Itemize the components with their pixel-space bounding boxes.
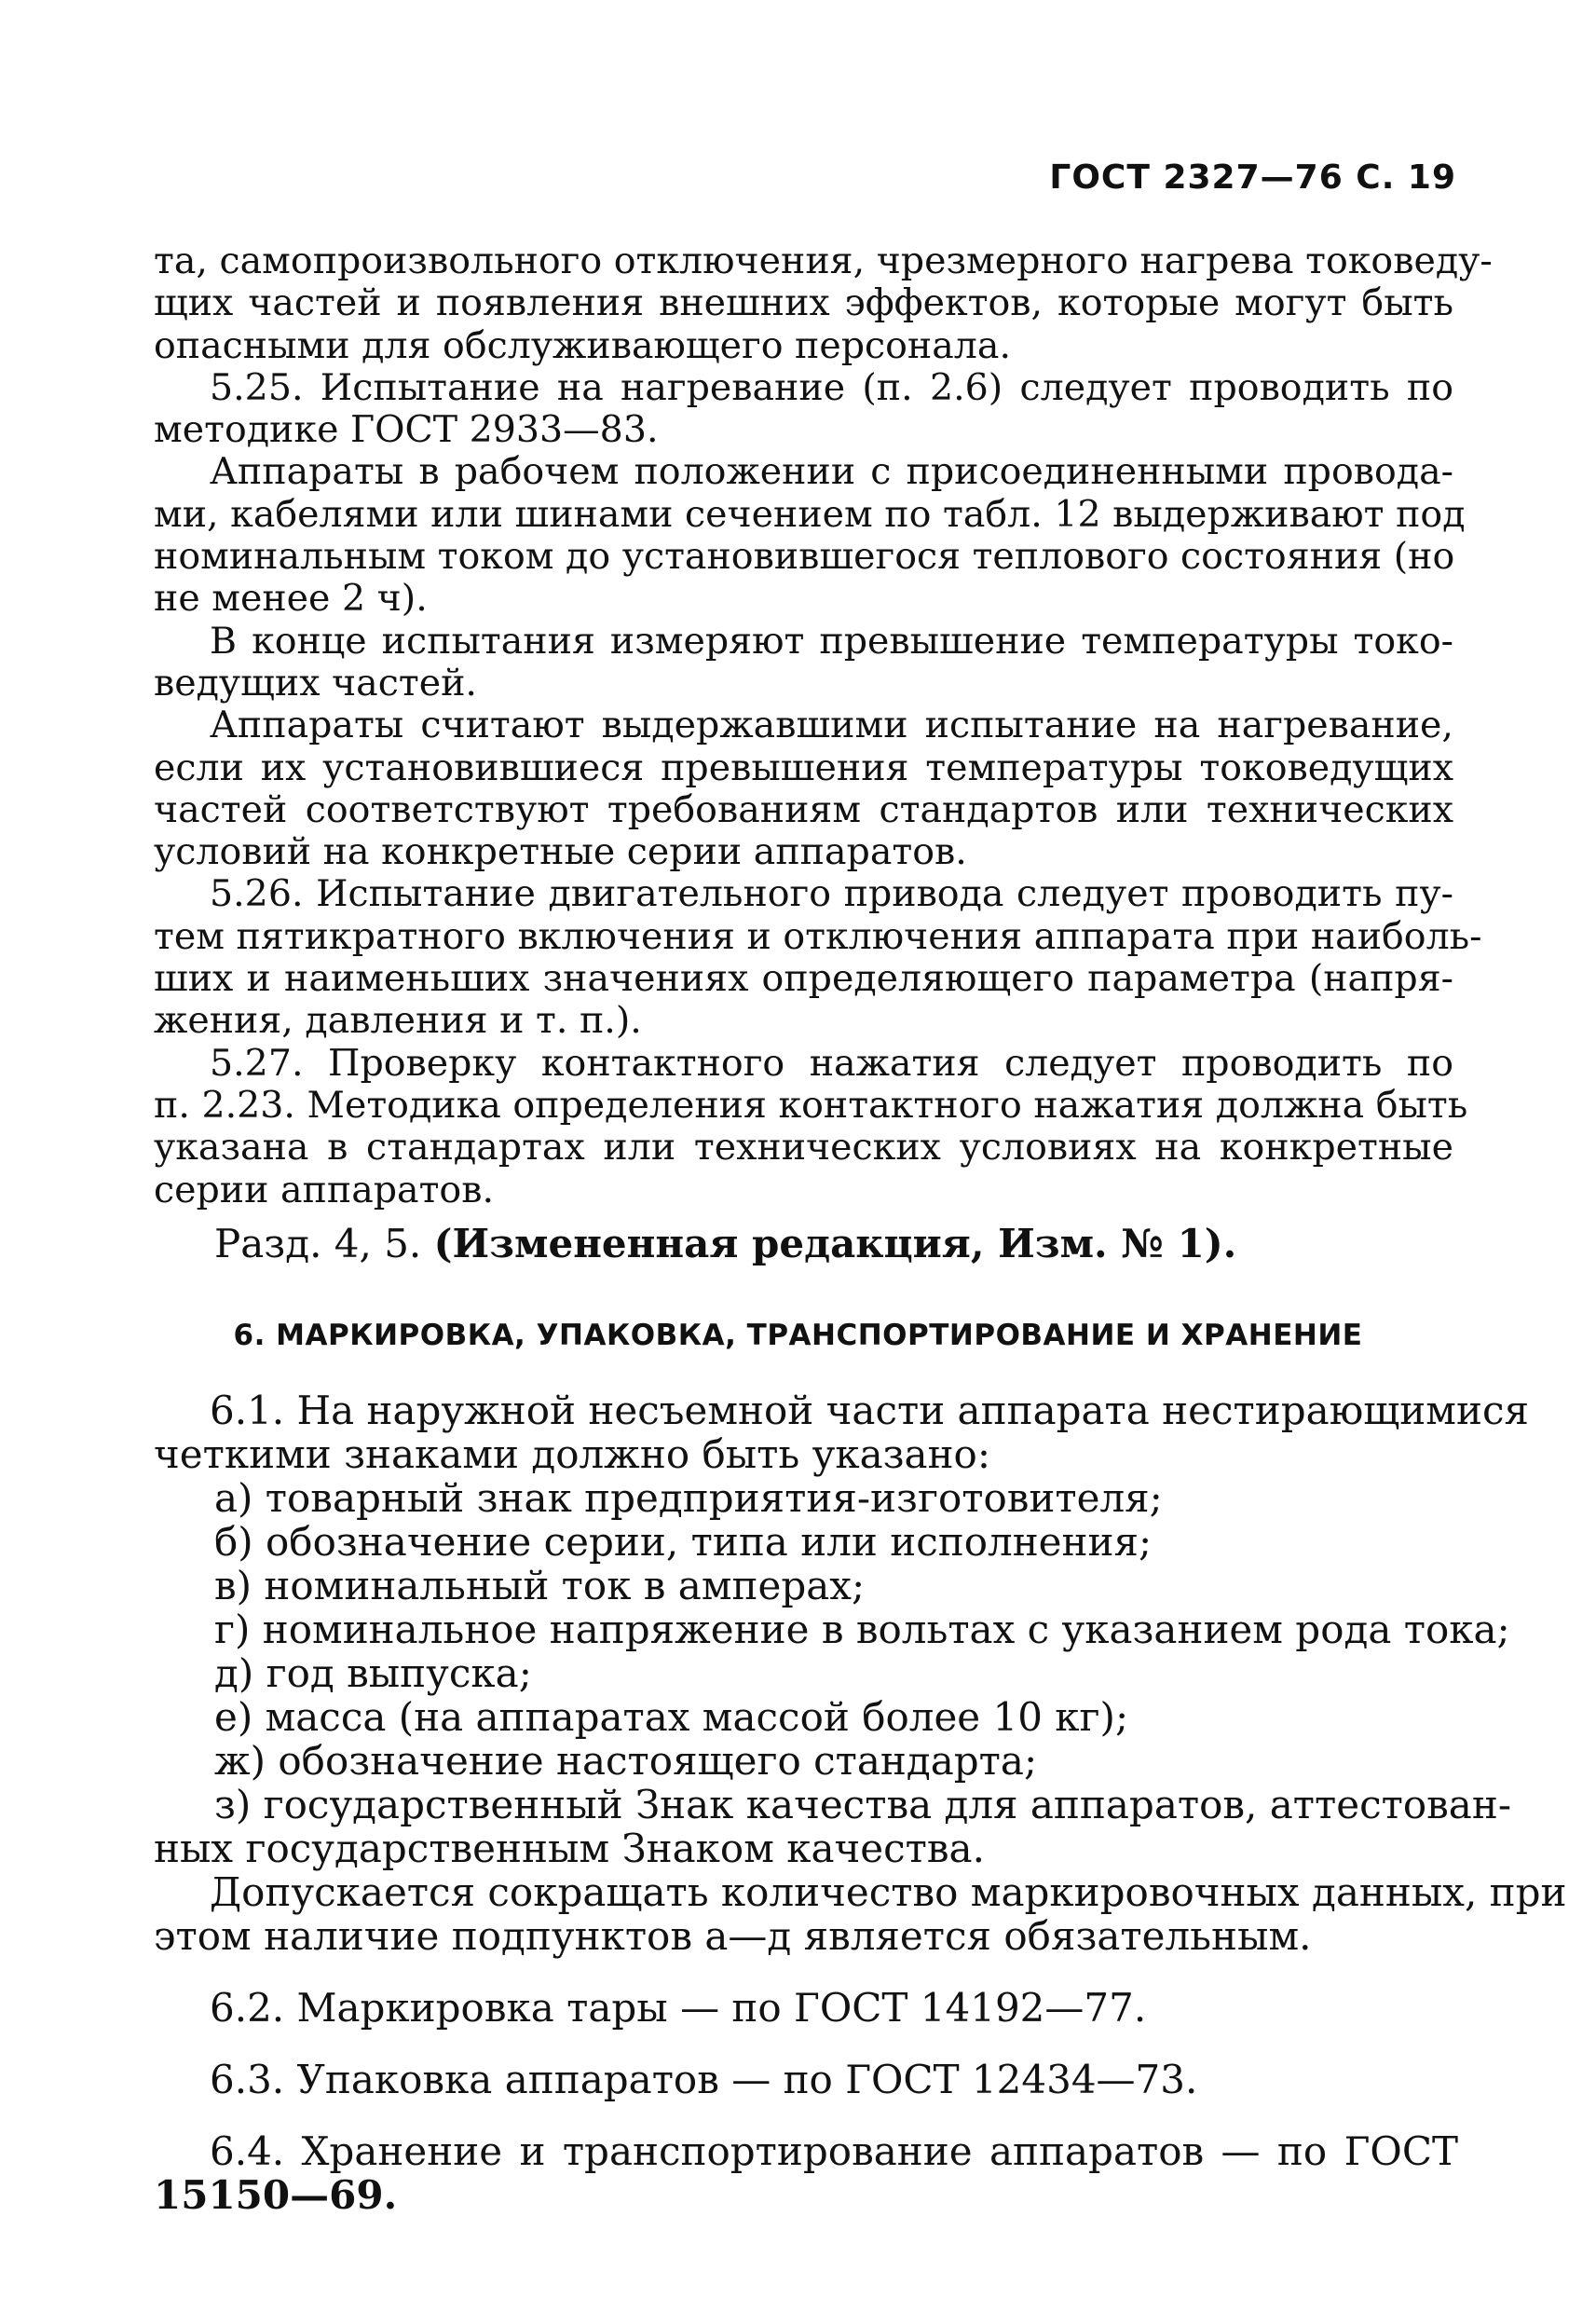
text-line: четкими знаками должно быть указано: — [154, 1431, 990, 1477]
text-line: та, самопроизвольного отключения, чрезмерного нагрева токоведу- — [154, 239, 1493, 282]
text-line: 5.27. Проверку контактного нажатия следует проводить по — [210, 1041, 1453, 1085]
paragraph-6-2: 6.2. Маркировка тары — по ГОСТ 14192—77. — [210, 1985, 1147, 2031]
text-line: указана в стандартах или технических условиях на конкретные — [154, 1126, 1453, 1170]
paragraph-6-4: 6.4. Хранение и транспортирование аппаратов — по ГОСТ — [210, 2128, 1458, 2174]
section6-text — [154, 1388, 1567, 2218]
text-line: В конце испытания измеряют превышение температуры токо- — [210, 619, 1453, 663]
text-line: если их установившиеся превышения температуры токоведущих — [154, 746, 1453, 789]
text-line: серии аппаратов. — [154, 1168, 495, 1211]
page-header: ГОСТ 2327—76 С. 19 — [1049, 158, 1456, 197]
text-line: методике ГОСТ 2933—83. — [154, 408, 659, 452]
text-line: условий на конкретные серии аппаратов. — [154, 830, 967, 874]
text-line: жения, давления и т. п.). — [154, 999, 642, 1043]
text-line: частей соответствуют требованиям стандартов или технических — [154, 787, 1453, 831]
text-line: номинальным током до установившегося теплового состояния (но — [154, 535, 1455, 579]
text-line: п. 2.23. Методика определения контактного нажатия должна быть — [154, 1083, 1468, 1127]
text-line: ведущих частей. — [154, 661, 477, 705]
section-title: 6. МАРКИРОВКА, УПАКОВКА, ТРАНСПОРТИРОВАНИЕ И ХРАНЕНИЕ — [233, 1319, 1363, 1352]
paragraph-6-4-cont: 15150—69. — [154, 2172, 398, 2218]
text-line: этом наличие подпунктов а—д является обязательным. — [154, 1913, 1312, 1959]
paragraph-6-3: 6.3. Упаковка аппаратов — по ГОСТ 12434—73. — [210, 2057, 1198, 2102]
text-line: Аппараты в рабочем положении с присоединенными провода- — [210, 450, 1453, 494]
text-line: ми, кабелями или шинами сечением по табл. 12 выдерживают под — [154, 492, 1466, 536]
amendment-bold: (Измененная редакция, Изм. № 1). — [433, 1221, 1237, 1266]
text-line: 6.1. На наружной несъемной части аппарата нестирающимися — [210, 1388, 1529, 1433]
list-item: а) товарный знак предприятия-изготовителя; — [214, 1475, 1163, 1521]
text-line: опасными для обслуживающего персонала. — [154, 323, 1011, 367]
list-item: в) номинальный ток в амперах; — [214, 1563, 866, 1608]
list-item: б) обозначение серии, типа или исполнения; — [214, 1519, 1153, 1565]
list-item: д) год выпуска; — [214, 1650, 532, 1696]
text-line: Аппараты считают выдержавшими испытание на нагревание, — [210, 704, 1453, 747]
list-item: г) номинальное напряжение в вольтах с указанием рода тока; — [214, 1607, 1510, 1652]
section5-text — [154, 239, 1493, 1211]
text-line: ших и наименьших значениях определяющего параметра (напря- — [154, 957, 1453, 1001]
text-line: тем пятикратного включения и отключения аппарата при наиболь- — [154, 914, 1482, 958]
list-item-continued: ных государственным Знаком качества. — [154, 1826, 985, 1871]
text-line: 5.25. Испытание на нагревание (п. 2.6) следует проводить по — [210, 365, 1453, 409]
amendment-note — [214, 1221, 1236, 1267]
text-line: не менее 2 ч). — [154, 577, 428, 621]
list-item: з) государственный Знак качества для аппаратов, аттестован- — [214, 1782, 1512, 1827]
text-line: 5.26. Испытание двигательного привода следует проводить пу- — [210, 872, 1453, 916]
amendment-prefix: Разд. 4, 5. — [214, 1221, 422, 1266]
text-line: щих частей и появления внешних эффектов, которые могут быть — [154, 281, 1453, 325]
list-item: ж) обозначение настоящего стандарта; — [214, 1738, 1038, 1784]
text-line: Допускается сокращать количество маркировочных данных, при — [210, 1869, 1567, 1915]
list-item: е) масса (на аппаратах массой более 10 кг); — [214, 1694, 1129, 1740]
